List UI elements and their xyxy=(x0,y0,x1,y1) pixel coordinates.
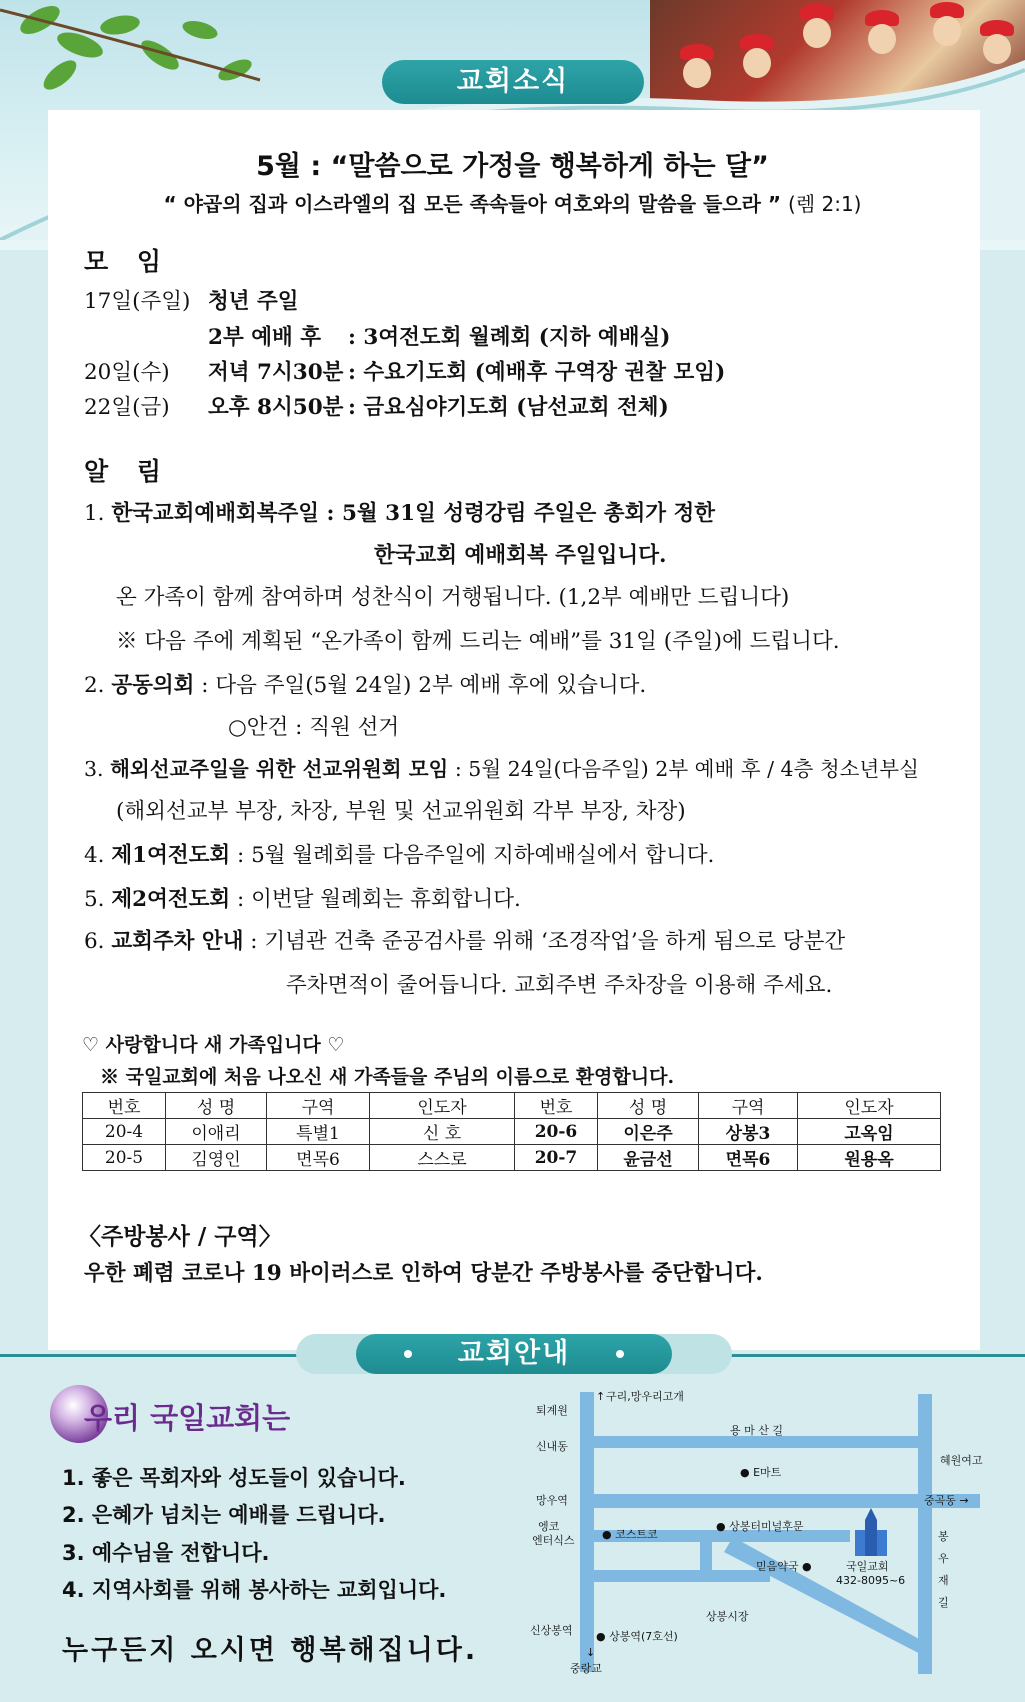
map-label: 상봉시장 xyxy=(706,1610,749,1623)
notice-line: 2. 공동의회 : 다음 주일(5월 24일) 2부 예배 후에 있습니다. xyxy=(84,673,647,698)
notice-line: 온 가족이 함께 참여하며 성찬식이 거행됩니다. (1,2부 예배만 드립니다) xyxy=(116,585,790,610)
meeting-time: 청년 주일 xyxy=(208,289,299,314)
map-label: 432-8095~6 xyxy=(836,1574,906,1587)
guide-heading: 우리 국일교회는 xyxy=(84,1401,291,1435)
month-theme: 5월 : “말씀으로 가정을 행복하게 하는 달” xyxy=(256,151,769,182)
road-diagonal xyxy=(724,1542,930,1659)
meeting-time: 오후 8시50분 xyxy=(208,395,344,420)
notice-line: 주차면적이 줄어듭니다. 교회주변 주차장을 이용해 주세요. xyxy=(286,973,833,998)
guide-slogan: 누구든지 오시면 행복해집니다. xyxy=(62,1635,479,1666)
map-label: 퇴계원 xyxy=(536,1404,568,1417)
map-label: 엔터식스 xyxy=(532,1534,575,1547)
map-label: 망우역 xyxy=(536,1494,568,1507)
map-label: 중곡동 → xyxy=(924,1494,969,1507)
meeting-day: 17일(주일) xyxy=(84,289,191,314)
notice-line: 한국교회 예배회복 주일입니다. xyxy=(374,543,667,568)
meeting-day: 22일(금) xyxy=(84,395,170,420)
verse-text: “ 야곱의 집과 이스라엘의 집 모든 족속들아 여호와의 말씀을 들으라 ” xyxy=(163,192,782,216)
notice-line: ○안건 : 직원 선거 xyxy=(228,715,400,740)
map-label: 국일교회 xyxy=(846,1560,889,1573)
table-row: 20-7 윤금선 면목6 원용옥 xyxy=(515,1145,941,1171)
guide-item: 2. 은혜가 넘치는 예배를 드립니다. xyxy=(62,1503,386,1527)
road-lower xyxy=(580,1570,770,1582)
table-header: 번호 xyxy=(83,1093,166,1119)
table-header: 성 명 xyxy=(598,1093,699,1119)
section-title-guide: 교회안내 xyxy=(356,1334,672,1374)
verse-reference: (렘 2:1) xyxy=(788,192,862,216)
map-label: 구리,망우리고개 xyxy=(606,1390,684,1403)
notice-line: ※ 다음 주에 계획된 “온가족이 함께 드리는 예배”를 31일 (주일)에 드립니다. xyxy=(116,629,840,654)
map-label: 신내동 xyxy=(536,1440,568,1453)
table-header: 구역 xyxy=(267,1093,370,1119)
map-arrow-down: ↓ xyxy=(586,1646,596,1659)
table-header: 인도자 xyxy=(798,1093,941,1119)
table-header: 번호 xyxy=(515,1093,598,1119)
map-label: 길 xyxy=(938,1596,949,1609)
road-connector xyxy=(700,1530,712,1582)
map-label: 믿음약국 ● xyxy=(756,1560,812,1573)
map-label: 봉 xyxy=(938,1530,949,1543)
kitchen-text: 우한 폐렴 코로나 19 바이러스로 인하여 당분간 주방봉사를 중단합니다. xyxy=(84,1261,763,1286)
new-family-table-left xyxy=(82,1092,515,1171)
meeting-desc: : 금요심야기도회 (남선교회 전체) xyxy=(348,395,669,420)
new-family-title: ♡ 사랑합니다 새 가족입니다 ♡ xyxy=(82,1034,345,1056)
section-title-news: 교회소식 xyxy=(382,60,644,104)
map-arrow-up: ↑ xyxy=(596,1390,606,1403)
table-header: 성 명 xyxy=(166,1093,267,1119)
table-header: 인도자 xyxy=(370,1093,515,1119)
notice-line: 6. 교회주차 안내 : 기념관 건축 준공검사를 위해 ‘조경작업’을 하게 됨으로 당분간 xyxy=(84,929,846,954)
notice-line: 4. 제1여전도회 : 5월 월례회를 다음주일에 지하예배실에서 합니다. xyxy=(84,843,715,868)
road-mangu xyxy=(580,1494,980,1508)
road-yongmasan xyxy=(580,1436,932,1448)
meeting-day: 20일(수) xyxy=(84,360,170,385)
church-building-icon xyxy=(855,1508,887,1556)
notice-line: 5. 제2여전도회 : 이번달 월례회는 휴회합니다. xyxy=(84,887,521,912)
map-label: ● 상봉터미널후문 xyxy=(716,1520,804,1533)
guide-item: 4. 지역사회를 위해 봉사하는 교회입니다. xyxy=(62,1578,447,1602)
map-label: ● E마트 xyxy=(740,1466,782,1479)
map-label: 용 마 산 길 xyxy=(730,1424,783,1437)
notice-line: 1. 한국교회예배회복주일 : 5월 31일 성령강림 주일은 총회가 정한 xyxy=(84,501,716,526)
notice-line: (해외선교부 부장, 차장, 부원 및 선교위원회 각부 부장, 차장) xyxy=(116,799,686,824)
table-row: 20-6 이은주 상봉3 고옥임 xyxy=(515,1119,941,1145)
guide-item: 1. 좋은 목회자와 성도들이 있습니다. xyxy=(62,1466,406,1490)
meeting-time: 저녁 7시30분 xyxy=(208,360,344,385)
meeting-time: 2부 예배 후 xyxy=(208,325,322,350)
pill-dot xyxy=(616,1350,624,1358)
map-label: 재 xyxy=(938,1574,949,1587)
theme-verse xyxy=(0,188,1025,217)
meeting-desc: : 3여전도회 월례회 (지하 예배실) xyxy=(348,325,671,350)
map-label: 신상봉역 xyxy=(530,1624,573,1637)
new-family-welcome: ※ 국일교회에 처음 나오신 새 가족들을 주님의 이름으로 환영합니다. xyxy=(100,1066,675,1088)
pill-dot xyxy=(404,1350,412,1358)
new-family-table-right xyxy=(514,1092,941,1171)
map-label: ● 상봉역(7호선) xyxy=(596,1630,678,1643)
map-label: ● 코스트코 xyxy=(602,1528,658,1541)
map-label: 우 xyxy=(938,1552,949,1565)
map-label: 중랑교 xyxy=(570,1662,602,1675)
table-row: 20-5 김영인 면목6 스스로 xyxy=(83,1145,515,1171)
table-header: 구역 xyxy=(699,1093,798,1119)
meetings-heading: 모 임 xyxy=(84,247,172,276)
church-map xyxy=(520,1380,1000,1700)
notice-line: 3. 해외선교주일을 위한 선교위원회 모임 : 5월 24일(다음주일) 2부 예배 후 / 4층 청소년부실 xyxy=(84,757,919,781)
kitchen-title: 〈주방봉사 / 구역〉 xyxy=(78,1224,282,1250)
meeting-desc: : 수요기도회 (예배후 구역장 권찰 모임) xyxy=(348,360,726,385)
table-row: 20-4 이애리 특별1 신 호 xyxy=(83,1119,515,1145)
notices-heading: 알 림 xyxy=(84,457,172,486)
guide-item: 3. 예수님을 전합니다. xyxy=(62,1541,270,1565)
map-label: 엥코 xyxy=(538,1520,560,1533)
map-label: 혜원여고 xyxy=(940,1454,983,1467)
